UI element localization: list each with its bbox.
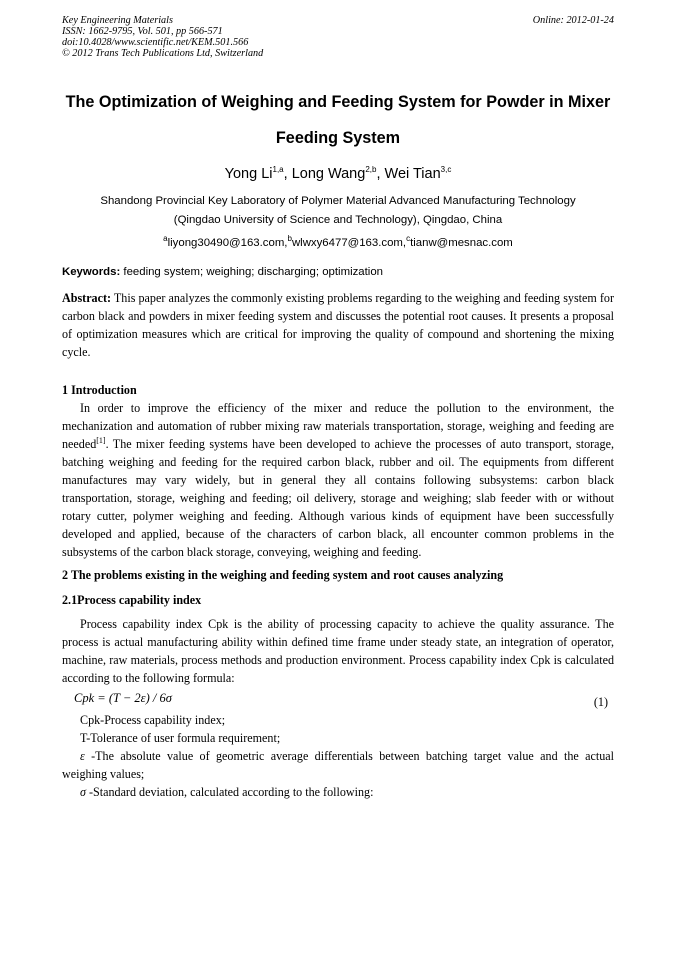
keywords-label: Keywords: bbox=[62, 266, 121, 278]
definition-epsilon-text: -The absolute value of geometric average differentials between batching target value and the actual weighing values; bbox=[62, 749, 614, 781]
definition-cpk: Cpk-Process capability index; bbox=[80, 713, 226, 727]
keywords-text: feeding system; weighing; discharging; optimization bbox=[120, 266, 383, 278]
definition-t: T-Tolerance of user formula requirement; bbox=[80, 731, 281, 745]
epsilon-symbol: ε bbox=[80, 749, 85, 763]
affiliation bbox=[62, 192, 614, 230]
equation-1 bbox=[74, 687, 614, 711]
author-affil-mark: 3,c bbox=[440, 165, 452, 175]
intro-paragraph bbox=[62, 399, 614, 561]
subsection-heading-cpk: 2.1Process capability index bbox=[62, 593, 202, 607]
author-name: Wei Tian bbox=[384, 166, 441, 182]
sigma-symbol: σ bbox=[80, 785, 86, 799]
section-heading-introduction: 1 Introduction bbox=[62, 383, 137, 397]
author-affil-mark: 2,b bbox=[365, 165, 377, 175]
email-address[interactable]: tianw@mesnac.com bbox=[410, 237, 513, 249]
title-line-2: Feeding System bbox=[275, 129, 401, 147]
intro-text-part-1: In order to improve the efficiency of the mixer and reduce the pollution to the environment, the mechanization and automation of rubber mixing raw materials transportation, storage, weighing and feeding are needed bbox=[62, 401, 614, 451]
doi-line: doi:10.4028/www.scientific.net/KEM.501.566 bbox=[62, 37, 249, 48]
journal-name: Key Engineering Materials bbox=[62, 15, 173, 26]
author-name: Long Wang bbox=[291, 166, 366, 182]
definition-sigma-text: -Standard deviation, calculated according to the following: bbox=[85, 785, 374, 799]
affiliation-line-1: Shandong Provincial Key Laboratory of Polymer Material Advanced Manufacturing Technology bbox=[100, 195, 576, 207]
cpk-paragraph: Process capability index Cpk is the ability of processing capacity to achieve the quality assurance. The process is actual manufacturing ability within defined time frame under steady state, an integration of operator, machine, raw materials, process methods and production environment. Process capability index Cpk is calculated according to the following formula: bbox=[62, 617, 614, 685]
definition-sigma bbox=[62, 783, 614, 801]
email-list bbox=[62, 234, 614, 252]
paper-title bbox=[62, 84, 614, 156]
journal-header bbox=[62, 15, 614, 59]
definition-epsilon bbox=[62, 747, 614, 783]
author-separator: , bbox=[376, 166, 385, 182]
email-mark: a bbox=[163, 234, 168, 244]
paper-page bbox=[62, 15, 614, 801]
affiliation-line-2: (Qingdao University of Science and Technology), Qingdao, China bbox=[173, 214, 503, 226]
copyright-line: © 2012 Trans Tech Publications Ltd, Switzerland bbox=[62, 48, 264, 59]
equation-expression: Cpk = (T − 2ε) / 6σ bbox=[74, 691, 172, 705]
title-line-1: The Optimization of Weighing and Feeding System for Powder in Mixer bbox=[65, 93, 611, 111]
email-address[interactable]: liyong30490@163.com, bbox=[167, 237, 288, 249]
author-separator: , bbox=[283, 166, 292, 182]
abstract bbox=[62, 289, 614, 361]
online-date: Online: 2012-01-24 bbox=[532, 15, 614, 26]
author-name: Yong Li bbox=[224, 166, 273, 182]
author-list bbox=[62, 164, 614, 184]
intro-text-part-2: . The mixer feeding systems have been developed to achieve the processes of auto transport, storage, batching weighing and feeding for the required carbon black, rubber and oil. The equipments from different manufactures may vary widely, but in general they all contains following subsystems: carbon black transportation, storage, weighing and feeding; oil delivery, storage and weighing; slab feeder with or without rotary cutter, polymer weighing and feeding. Although various kinds of equipment have been successfully developed and applied, because of the characters of carbon black, all encounter common problems in the subsystems of the carbon black storage, conveying, weighing and feeding. bbox=[62, 437, 614, 559]
email-address[interactable]: wlwxy6477@163.com, bbox=[291, 237, 407, 249]
abstract-label: Abstract: bbox=[62, 291, 112, 305]
abstract-text: This paper analyzes the commonly existing problems regarding to the weighing and feeding system for carbon black and powders in mixer feeding system and discusses the potential root causes. It presents a proposal of optimization measures which are critical for improving the quality of compound and shortening the mixing cycle. bbox=[62, 291, 614, 359]
equation-number: (1) bbox=[593, 695, 608, 709]
variable-definitions bbox=[62, 711, 614, 801]
keywords bbox=[62, 263, 614, 281]
issn-line: ISSN: 1662-9795, Vol. 501, pp 566-571 bbox=[62, 26, 223, 37]
section-heading-problems: 2 The problems existing in the weighing and feeding system and root causes analyzing bbox=[62, 568, 504, 582]
email-mark: c bbox=[406, 234, 411, 244]
author-affil-mark: 1,a bbox=[272, 165, 284, 175]
citation-ref[interactable]: [1] bbox=[96, 435, 106, 445]
email-mark: b bbox=[287, 234, 292, 244]
